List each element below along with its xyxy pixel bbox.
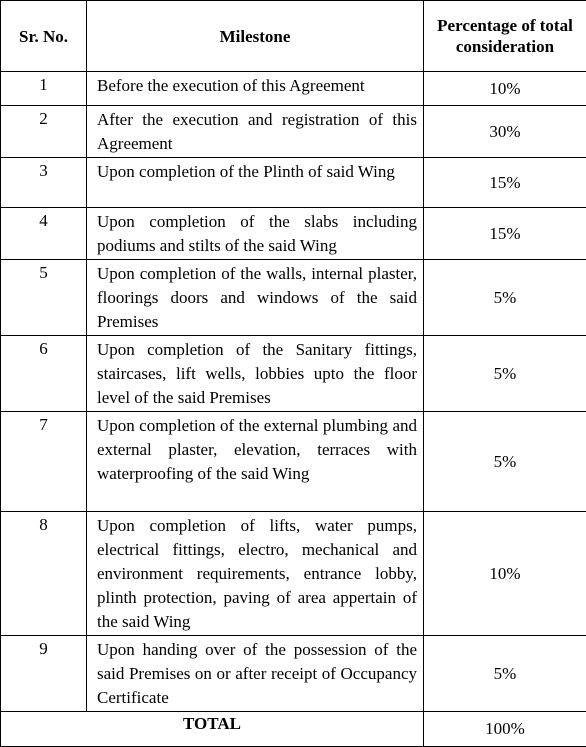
header-sr-no: Sr. No. — [1, 1, 87, 72]
sr-no-cell: 5 — [1, 260, 87, 336]
table-row — [1, 208, 586, 260]
sr-no-cell: 3 — [1, 158, 87, 208]
milestone-cell: Upon completion of the Plinth of said Wing — [87, 158, 424, 208]
table-row — [1, 412, 586, 512]
milestone-cell: After the execution and registration of this Agreement — [87, 106, 424, 158]
percentage-cell: 10% — [424, 512, 586, 636]
milestone-cell: Upon handing over of the possession of the said Premises on or after receipt of Occupancy Certificate — [87, 636, 424, 712]
total-label: TOTAL — [1, 712, 424, 747]
table-row — [1, 106, 586, 158]
percentage-cell: 5% — [424, 412, 586, 512]
table-row — [1, 72, 586, 106]
sr-no-cell: 8 — [1, 512, 87, 636]
percentage-cell: 5% — [424, 260, 586, 336]
percentage-cell: 15% — [424, 158, 586, 208]
header-milestone: Milestone — [87, 1, 424, 72]
total-percentage: 100% — [424, 712, 586, 747]
sr-no-cell: 9 — [1, 636, 87, 712]
milestone-cell: Upon completion of the external plumbing and external plaster, elevation, terraces with waterproofing of the said Wing — [87, 412, 424, 512]
header-row — [1, 1, 586, 72]
table-row — [1, 512, 586, 636]
sr-no-cell: 6 — [1, 336, 87, 412]
total-row — [1, 712, 586, 747]
sr-no-cell: 7 — [1, 412, 87, 512]
header-percentage: Percentage of total consideration — [424, 1, 586, 72]
milestone-cell: Before the execution of this Agreement — [87, 72, 424, 106]
sr-no-cell: 4 — [1, 208, 87, 260]
milestone-cell: Upon completion of the walls, internal plaster, floorings doors and windows of the said Premises — [87, 260, 424, 336]
percentage-cell: 5% — [424, 336, 586, 412]
milestone-cell: Upon completion of the Sanitary fittings, staircases, lift wells, lobbies upto the floor level of the said Premises — [87, 336, 424, 412]
milestone-cell: Upon completion of the slabs including podiums and stilts of the said Wing — [87, 208, 424, 260]
milestone-cell: Upon completion of lifts, water pumps, electrical fittings, electro, mechanical and environment requirements, entrance lobby, plinth protection, paving of area appertain of the said Wing — [87, 512, 424, 636]
table-row — [1, 158, 586, 208]
percentage-cell: 5% — [424, 636, 586, 712]
table-row — [1, 636, 586, 712]
sr-no-cell: 2 — [1, 106, 87, 158]
table-row — [1, 336, 586, 412]
percentage-cell: 30% — [424, 106, 586, 158]
percentage-cell: 15% — [424, 208, 586, 260]
percentage-cell: 10% — [424, 72, 586, 106]
table-row — [1, 260, 586, 336]
sr-no-cell: 1 — [1, 72, 87, 106]
